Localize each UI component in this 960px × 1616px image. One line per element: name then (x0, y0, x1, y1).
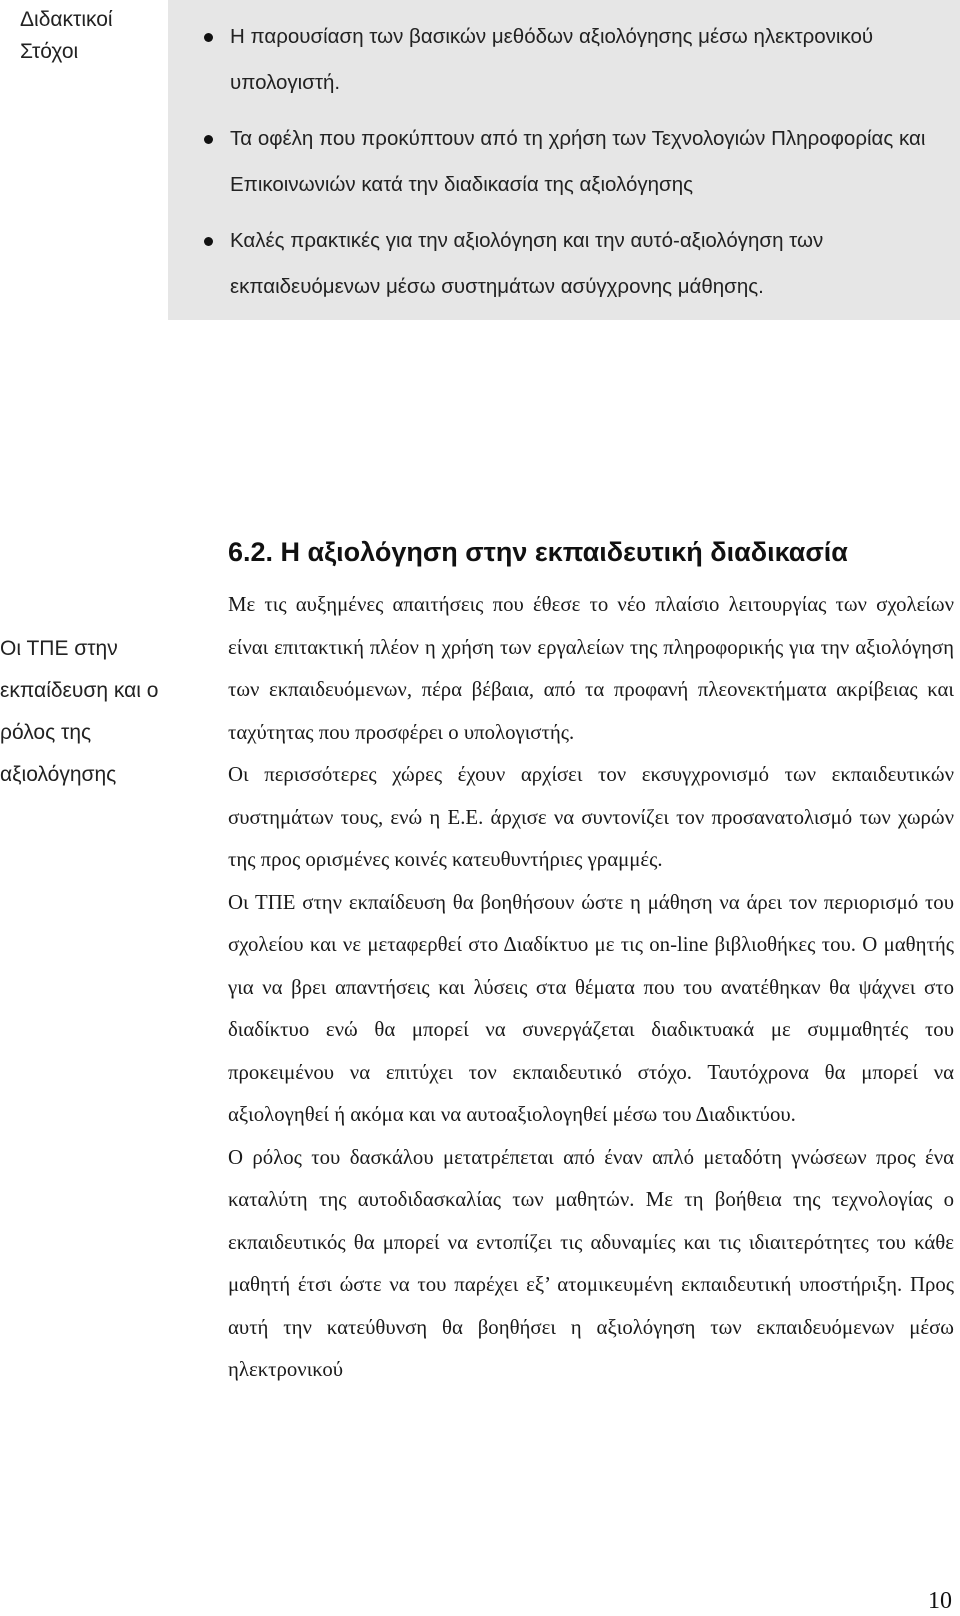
page-number: 10 (928, 1588, 952, 1614)
paragraph: Με τις αυξημένες απαιτήσεις που έθεσε το νέο πλαίσιο λειτουργίας των σχολείων είναι επιτακτική πλέον η χρήση των εργαλείων της πληροφορικής για την αξιολόγηση των εκπαιδευόμενων, πέρα βέβαια, από τα προφανή πλεονεκτήματα ακρίβειας και ταχύτητας που προσφέρει ο υπολογιστής. (228, 593, 954, 744)
section-heading: 6.2. Η αξιολόγηση στην εκπαιδευτική διαδικασία (228, 537, 848, 567)
list-item (230, 218, 936, 310)
list-item (230, 14, 936, 106)
paragraph: Οι ΤΠΕ στην εκπαίδευση θα βοηθήσουν ώστε η μάθηση να άρει τον περιορισμό του σχολείου και νε μεταφερθεί στο Διαδίκτυο με τις on-line βιβλιοθήκες του. Ο μαθητής για να βρει απαντήσεις και λύσεις στα θέματα που του ανατέθηκαν θα ψάχνει στο διαδίκτυο ενώ θα μπορεί να συνεργάζεται διαδικτυακά με συμμαθητές του προκειμένου να επιτύχει τον εκπαιδευτικό στόχο. Ταυτόχρονα θα μπορεί να αξιολογηθεί ή ακόμα και να αυτοαξιολογηθεί μέσω του Διαδικτύου. (228, 890, 954, 1126)
objectives-sidebar-label (20, 4, 113, 68)
paragraph: Οι περισσότερες χώρες έχουν αρχίσει τον εκσυγχρονισμό των εκπαιδευτικών συστημάτων τους, ενώ η Ε.Ε. άρχισε να συντονίζει τον προσανατολισμό των χωρών της προς ορισμένες κοινές κατευθυντήριες γραμμές. (228, 763, 954, 871)
objectives-list (230, 14, 936, 320)
list-item (230, 116, 936, 208)
objective-text: Η παρουσίαση των βασικών μεθόδων αξιολόγησης μέσω ηλεκτρονικού υπολογιστή. (230, 25, 874, 94)
body-text (228, 584, 954, 1392)
paragraph: Ο ρόλος του δασκάλου μετατρέπεται από έναν απλό μεταδότη γνώσεων προς ένα καταλύτη της αυτοδιδασκαλίας των μαθητών. Με τη βοήθεια της τεχνολογίας ο εκπαιδευτικός θα μπορεί να εντοπίζει τις αδυναμίες και τις ιδιαιτερότητες του κάθε μαθητή έτσι ώστε να του παρέχει εξ’ ατομικευμένη εκπαιδευτική υποστήριξη. Προς αυτή την κατεύθυνση θα βοηθήσει η αξιολόγηση των εκπαιδευόμενων μέσω ηλεκτρονικού (228, 1145, 954, 1381)
bullet-icon (204, 135, 213, 144)
bullet-icon (204, 237, 213, 246)
sidebar-label-line-1: Διδακτικοί (20, 8, 113, 31)
objectives-box (168, 0, 960, 320)
margin-note: Οι ΤΠΕ στην εκπαίδευση και ο ρόλος της αξιολόγησης (0, 637, 159, 786)
sidebar-label-line-2: Στόχοι (20, 40, 79, 63)
objective-text: Τα οφέλη που προκύπτουν από τη χρήση των Τεχνολογιών Πληροφορίας και Επικοινωνιών κατά την διαδικασία της αξιολόγησης (230, 127, 926, 196)
bullet-icon (204, 33, 213, 42)
objective-text: Καλές πρακτικές για την αξιολόγηση και την αυτό-αξιολόγηση των εκπαιδευόμενων μέσω συστημάτων ασύγχρονης μάθησης. (230, 229, 824, 298)
